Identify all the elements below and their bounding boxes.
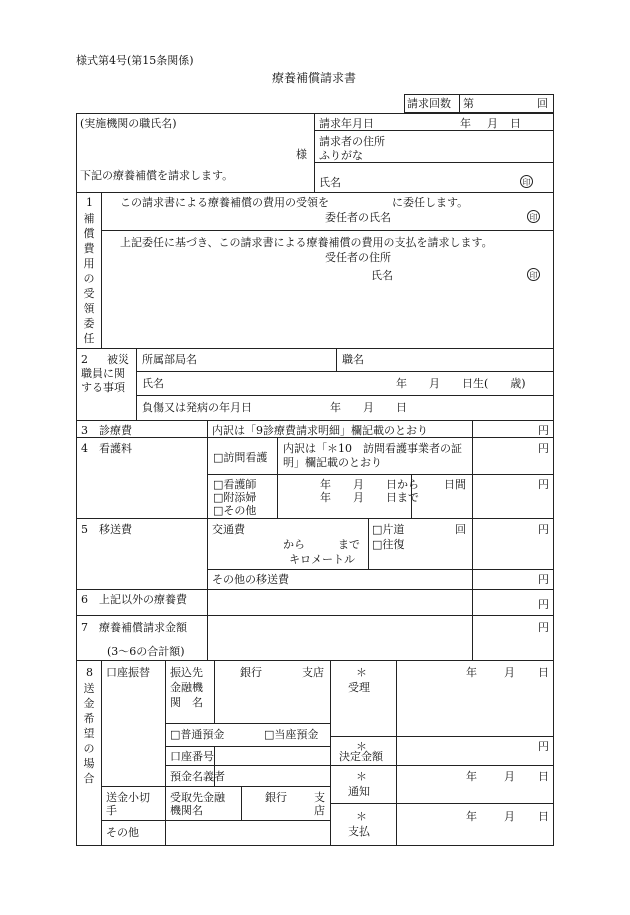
position-label: 職名	[342, 353, 364, 366]
section7-label: 7 療養補償請求金額	[81, 621, 187, 634]
payment-year: 年	[466, 810, 477, 823]
delegate-name-label: 委任者の氏名	[325, 211, 391, 224]
branch2-label-1: 支	[314, 791, 325, 804]
form-number: 様式第4号(第15条関係)	[76, 54, 194, 67]
check-label-2: 手	[106, 804, 117, 817]
payment-month: 月	[504, 810, 515, 823]
bank-label-1: 振込先	[170, 666, 203, 679]
section6-label: 6 上記以外の療養費	[81, 593, 187, 606]
delegatee-address-label: 受任者の住所	[325, 251, 391, 264]
recv-bank-2: 機関名	[170, 804, 203, 817]
section4-label: 4 看護料	[81, 442, 132, 455]
seal-icon: 印	[527, 210, 540, 223]
delegatee-name-label: 氏名	[371, 269, 393, 282]
page-title: 療養補償請求書	[272, 71, 357, 85]
request-count-prefix: 第	[463, 97, 474, 110]
section4-yen-2: 円	[538, 478, 549, 491]
home-nursing-checkbox[interactable]: □訪問看護	[213, 451, 268, 464]
section8-vertical: 送金希望の場合	[83, 682, 95, 785]
receipt-label: 受理	[348, 681, 370, 694]
other-checkbox[interactable]: □その他	[213, 504, 257, 517]
date-month: 月	[487, 117, 498, 130]
other-transport-label: その他の移送費	[212, 573, 289, 586]
days-label: 日間	[444, 478, 466, 491]
other-label: その他	[106, 826, 139, 839]
furigana-label: ふりがな	[319, 149, 363, 162]
request-text: 下記の療養補償を請求します。	[80, 169, 234, 182]
section4-yen-1: 円	[538, 442, 549, 455]
section1-text1: この請求書による療養補償の費用の受領を	[120, 196, 329, 209]
notice-year: 年	[466, 770, 477, 783]
injury-date-label: 負傷又は発病の年月日	[142, 401, 252, 414]
check-label-1: 送金小切	[106, 791, 150, 804]
decision-yen: 円	[538, 740, 549, 753]
dept-label: 所属部局名	[142, 353, 197, 366]
bank-label-3: 関 名	[170, 696, 203, 709]
receipt-day: 日	[538, 666, 549, 679]
ordinary-deposit-checkbox[interactable]: □普通預金	[170, 728, 225, 741]
one-way-checkbox[interactable]: □片道	[372, 523, 405, 536]
branch-label: 支店	[302, 666, 324, 679]
section5-label: 5 移送費	[81, 523, 132, 536]
home-detail-1: 内訳は「＊10 訪問看護事業者の証	[283, 442, 462, 455]
notice-label: 通知	[348, 785, 370, 798]
section7-yen: 円	[538, 621, 549, 634]
receipt-month: 月	[504, 666, 515, 679]
decision-label: 決定金額	[339, 750, 383, 763]
from-to-label: から まで	[283, 538, 360, 551]
notice-day: 日	[538, 770, 549, 783]
section3-detail: 内訳は「9診療費請求明細」欄記載のとおり	[212, 424, 428, 437]
star-notice: ＊	[356, 770, 367, 783]
section2-title-1: 被災	[107, 353, 129, 366]
section1-num: 1	[86, 196, 93, 209]
agency-title: (実施機関の職氏名)	[80, 117, 177, 130]
recv-bank-1: 受取先金融	[170, 791, 225, 804]
section1-vertical: 補償費用の受領委任	[83, 212, 95, 345]
date-day: 日	[510, 117, 521, 130]
section3-yen: 円	[538, 424, 549, 437]
star-decision: ＊	[356, 740, 367, 753]
star-receipt: ＊	[356, 666, 367, 679]
from-date: 年 月 日から	[320, 478, 419, 491]
to-date: 年 月 日まで	[320, 491, 419, 504]
nurse-checkbox[interactable]: □看護師	[213, 478, 257, 491]
name-label: 氏名	[319, 176, 341, 189]
victim-name-label: 氏名	[142, 377, 164, 390]
transport-label: 交通費	[212, 523, 245, 536]
notice-month: 月	[504, 770, 515, 783]
bank2-label: 銀行	[265, 791, 287, 804]
payment-day: 日	[538, 810, 549, 823]
transfer-label: 口座振替	[106, 666, 150, 679]
bank-label: 銀行	[240, 666, 262, 679]
home-detail-2: 明」欄記載のとおり	[283, 456, 382, 469]
date-year: 年	[460, 117, 471, 130]
section3-label: 3 診療費	[81, 424, 132, 437]
birth-label: 年 月 日生( 歳)	[396, 377, 526, 390]
section5-yen-1: 円	[538, 523, 549, 536]
current-deposit-checkbox[interactable]: □当座預金	[264, 728, 319, 741]
request-count-suffix: 回	[537, 97, 548, 110]
receipt-year: 年	[466, 666, 477, 679]
request-date-label: 請求年月日	[319, 117, 374, 130]
address-label: 請求者の住所	[319, 135, 385, 148]
account-no-label: 口座番号	[170, 750, 214, 763]
times-label: 回	[455, 523, 466, 536]
attendant-checkbox[interactable]: □附添婦	[213, 491, 257, 504]
payment-label: 支払	[348, 825, 370, 838]
section8-num: 8	[86, 666, 93, 679]
section2-num: 2	[81, 353, 88, 366]
section6-yen: 円	[538, 598, 549, 611]
holder-label: 預金名義者	[170, 770, 225, 783]
injury-date-ymd: 年 月 日	[330, 401, 407, 414]
request-count-label: 請求回数	[407, 97, 451, 110]
sama-label: 様	[296, 148, 307, 161]
section7-sub: (3～6の合計額)	[107, 645, 185, 658]
section2-title-2: 職員に関	[81, 367, 125, 380]
branch2-label-2: 店	[314, 804, 325, 817]
section5-yen-2: 円	[538, 573, 549, 586]
seal-icon: 印	[527, 268, 540, 281]
bank-label-2: 金融機	[170, 681, 203, 694]
section2-title-3: する事項	[81, 381, 125, 394]
round-trip-checkbox[interactable]: □往復	[372, 538, 405, 551]
km-label: キロメートル	[289, 553, 355, 566]
seal-icon: 印	[520, 175, 533, 188]
star-payment: ＊	[356, 810, 367, 823]
section1-text1b: に委任します。	[392, 196, 469, 209]
section1-text2: 上記委任に基づき、この請求書による療養補償の費用の支払を請求します。	[120, 236, 493, 249]
